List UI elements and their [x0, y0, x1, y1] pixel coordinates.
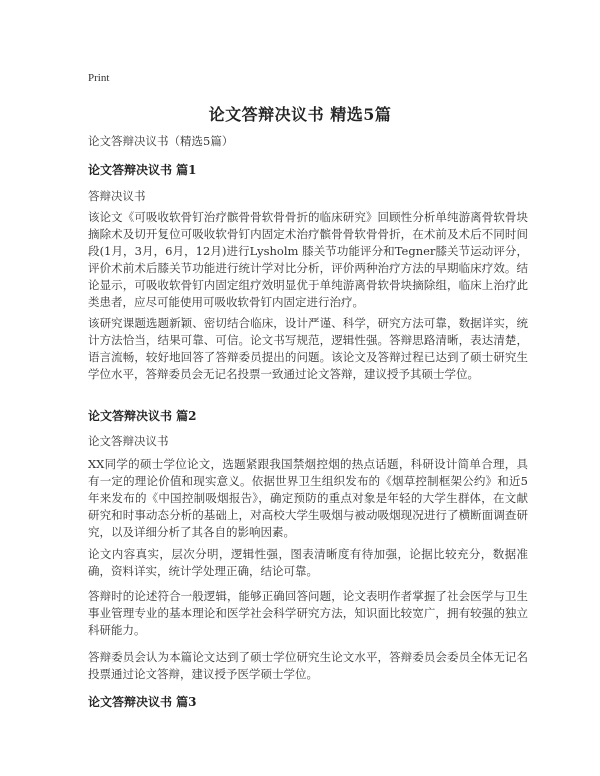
paragraph: 论文内容真实，层次分明，逻辑性强，图表清晰度有待加强，论据比较充分，数据准确，资料详实，统计学处理正确，结论可靠。 — [88, 547, 528, 578]
paragraph: 该研究课题选题新颖、密切结合临床，设计严谨、科学，研究方法可靠，数据详实，统计方法恰当，结果可靠、可信。论文书写规范，逻辑性强。答辩思路清晰，表达清楚，语言流畅，较好地回答了答辩委员提出的问题。该论文及答辩过程已达到了硕士研究生学位水平，答辩委员会无记名投票一致通过论文答辩，建议授予其硕士学位。 — [88, 316, 528, 381]
section-heading-2: 论文答辩决议书 篇2 — [88, 409, 197, 423]
paragraph: 该论文《可吸收软骨钉治疗髌骨骨软骨骨折的临床研究》回顾性分析单纯游离骨软骨块摘除术及切开复位可吸收软骨钉内固定术治疗髌骨骨软骨骨折，在术前及术后不同时间段(1月，3月，6月，12月)进行Lysholm 膝关节功能评分和Tegner膝关节运动评分，评价术前术后膝关节功能进行统计学对比分析，评价两种治疗方法的早期临床疗效。结论显示，可吸收软骨钉内固定组疗效明显优于单纯游离骨软骨块摘除组，临床上治疗此类患者，应尽可能使用可吸收软骨钉内固定进行治疗。 — [88, 210, 528, 309]
section-heading-3: 论文答辩决议书 篇3 — [88, 695, 197, 709]
section-label-2: 论文答辩决议书 — [88, 434, 169, 448]
section-heading-1: 论文答辩决议书 篇1 — [88, 163, 197, 177]
document-subtitle: 论文答辩决议书（精选5篇） — [88, 134, 234, 148]
paragraph: XX同学的硕士学位论文，选题紧跟我国禁烟控烟的热点话题，科研设计简单合理，具有一定的理论价值和现实意义。依据世界卫生组织发布的《烟草控制框架公约》和近5年来发布的《中国控制吸烟报告》，确定预防的重点对象是年轻的大学生群体，在文献研究和时事动态分析的基础上，对高校大学生吸烟与被动吸烟现况进行了横断面调查研究，以及详细分析了其各自的影响因素。 — [88, 457, 528, 539]
paragraph: 答辩时的论述符合一般逻辑，能够正确回答问题，论文表明作者掌握了社会医学与卫生事业管理专业的基本理论和医学社会科学研究方法，知识面比较宽广，拥有较强的独立科研能力。 — [88, 589, 528, 637]
print-link[interactable]: Print — [88, 72, 110, 84]
paragraph: 答辩委员会认为本篇论文达到了硕士学位研究生论文水平，答辩委员会委员全体无记名投票通过论文答辩，建议授予医学硕士学位。 — [88, 650, 528, 681]
page-title: 论文答辩决议书 精选5篇 — [208, 105, 392, 124]
section-label-1: 答辩决议书 — [88, 189, 146, 203]
